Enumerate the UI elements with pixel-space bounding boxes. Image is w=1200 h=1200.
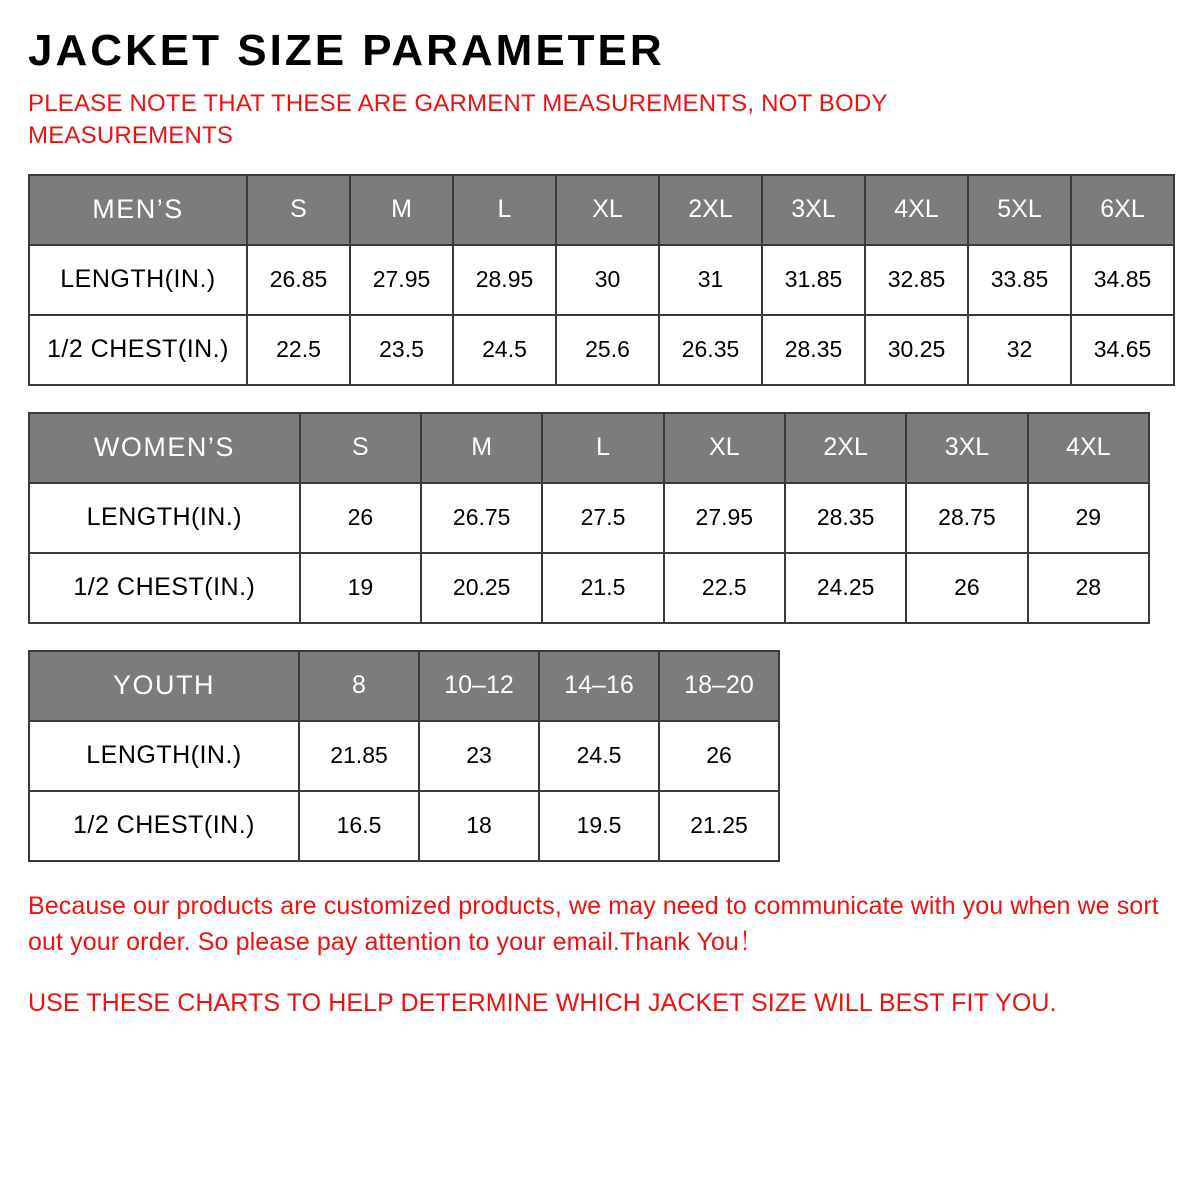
cell-value: 24.25 xyxy=(785,553,906,623)
youth-table-label: YOUTH xyxy=(29,651,299,721)
cell-value: 20.25 xyxy=(421,553,542,623)
cell-value: 26.75 xyxy=(421,483,542,553)
footer-notes xyxy=(28,888,1172,1022)
mens-size-header: 5XL xyxy=(968,175,1071,245)
cell-value: 34.85 xyxy=(1071,245,1174,315)
cell-value: 29 xyxy=(1028,483,1149,553)
chart-usage-note: USE THESE CHARTS TO HELP DETERMINE WHICH JACKET SIZE WILL BEST FIT YOU. xyxy=(28,989,1057,1018)
mens-size-header: XL xyxy=(556,175,659,245)
womens-size-header: 3XL xyxy=(906,413,1027,483)
cell-value: 26 xyxy=(906,553,1027,623)
cell-value: 28.75 xyxy=(906,483,1027,553)
mens-size-header: L xyxy=(453,175,556,245)
cell-value: 28.35 xyxy=(785,483,906,553)
cell-value: 19.5 xyxy=(539,791,659,861)
cell-value: 24.5 xyxy=(453,315,556,385)
table-header-row xyxy=(29,175,1174,245)
womens-size-header: XL xyxy=(664,413,785,483)
cell-value: 23 xyxy=(419,721,539,791)
cell-value: 23.5 xyxy=(350,315,453,385)
womens-size-header: 4XL xyxy=(1028,413,1149,483)
youth-size-header: 14–16 xyxy=(539,651,659,721)
womens-table-label: WOMEN’S xyxy=(29,413,300,483)
youth-size-header: 10–12 xyxy=(419,651,539,721)
cell-value: 30.25 xyxy=(865,315,968,385)
cell-value: 18 xyxy=(419,791,539,861)
table-row xyxy=(29,791,779,861)
cell-value: 32 xyxy=(968,315,1071,385)
mens-size-table xyxy=(28,174,1175,386)
youth-size-header: 18–20 xyxy=(659,651,779,721)
cell-value: 34.65 xyxy=(1071,315,1174,385)
table-header-row xyxy=(29,413,1149,483)
page-title: JACKET SIZE PARAMETER xyxy=(28,26,665,75)
mens-size-header: S xyxy=(247,175,350,245)
cell-value: 21.5 xyxy=(542,553,663,623)
cell-value: 22.5 xyxy=(664,553,785,623)
cell-value: 24.5 xyxy=(539,721,659,791)
cell-value: 26.85 xyxy=(247,245,350,315)
row-label: 1/2 CHEST(IN.) xyxy=(29,791,299,861)
cell-value: 27.5 xyxy=(542,483,663,553)
mens-size-header: 3XL xyxy=(762,175,865,245)
cell-value: 32.85 xyxy=(865,245,968,315)
cell-value: 25.6 xyxy=(556,315,659,385)
cell-value: 27.95 xyxy=(664,483,785,553)
row-label: LENGTH(IN.) xyxy=(29,721,299,791)
cell-value: 21.25 xyxy=(659,791,779,861)
garment-measurement-note: PLEASE NOTE THAT THESE ARE GARMENT MEASUREMENTS, NOT BODY MEASUREMENTS xyxy=(28,90,888,149)
cell-value: 31.85 xyxy=(762,245,865,315)
mens-size-header: M xyxy=(350,175,453,245)
table-row xyxy=(29,553,1149,623)
customization-note: Because our products are customized products, we may need to communicate with you when we sort out your order. So please pay attention to your email.Thank You！ xyxy=(28,891,1159,956)
cell-value: 28.35 xyxy=(762,315,865,385)
row-label: 1/2 CHEST(IN.) xyxy=(29,315,247,385)
row-label: 1/2 CHEST(IN.) xyxy=(29,553,300,623)
table-row xyxy=(29,315,1174,385)
cell-value: 28 xyxy=(1028,553,1149,623)
womens-size-header: M xyxy=(421,413,542,483)
row-label: LENGTH(IN.) xyxy=(29,483,300,553)
cell-value: 28.95 xyxy=(453,245,556,315)
cell-value: 16.5 xyxy=(299,791,419,861)
mens-size-header: 6XL xyxy=(1071,175,1174,245)
womens-size-header: S xyxy=(300,413,421,483)
womens-size-header: 2XL xyxy=(785,413,906,483)
cell-value: 26.35 xyxy=(659,315,762,385)
youth-size-header: 8 xyxy=(299,651,419,721)
table-header-row xyxy=(29,651,779,721)
womens-size-table xyxy=(28,412,1150,624)
cell-value: 30 xyxy=(556,245,659,315)
cell-value: 21.85 xyxy=(299,721,419,791)
youth-size-table xyxy=(28,650,780,862)
cell-value: 31 xyxy=(659,245,762,315)
table-row xyxy=(29,245,1174,315)
cell-value: 33.85 xyxy=(968,245,1071,315)
table-row xyxy=(29,721,779,791)
womens-size-header: L xyxy=(542,413,663,483)
table-row xyxy=(29,483,1149,553)
cell-value: 22.5 xyxy=(247,315,350,385)
cell-value: 26 xyxy=(300,483,421,553)
mens-size-header: 2XL xyxy=(659,175,762,245)
mens-table-label: MEN’S xyxy=(29,175,247,245)
cell-value: 26 xyxy=(659,721,779,791)
cell-value: 27.95 xyxy=(350,245,453,315)
cell-value: 19 xyxy=(300,553,421,623)
row-label: LENGTH(IN.) xyxy=(29,245,247,315)
mens-size-header: 4XL xyxy=(865,175,968,245)
